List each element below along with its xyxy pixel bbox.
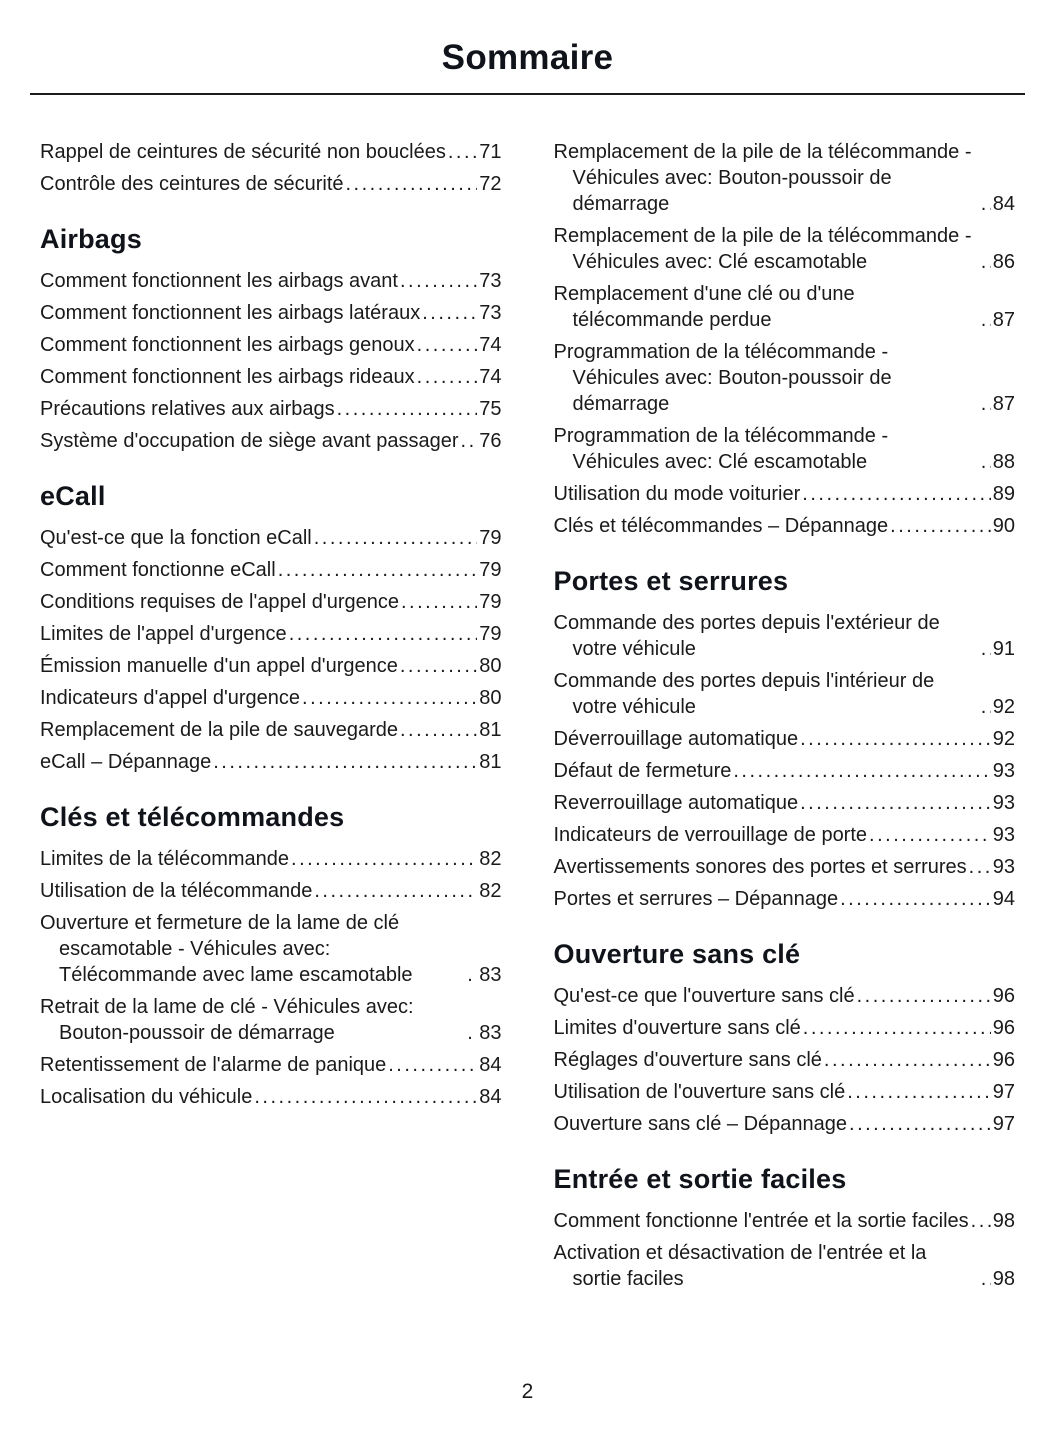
entry-label: Qu'est-ce que la fonction eCall xyxy=(40,527,312,549)
entry-page-number: 81 xyxy=(479,751,502,773)
toc-entry[interactable] xyxy=(40,525,502,551)
toc-entry[interactable] xyxy=(554,610,1016,662)
entry-label: Système d'occupation de siège avant passager xyxy=(40,430,459,452)
section-heading: Entrée et sortie faciles xyxy=(553,1164,847,1194)
dot-leader xyxy=(314,878,477,904)
entry-label: Remplacement d'une clé ou d'une télécommande perdue xyxy=(553,283,855,331)
entry-label: Comment fonctionnent les airbags avant xyxy=(40,270,398,292)
dot-leader xyxy=(388,1052,477,1078)
entry-page-number: 82 xyxy=(479,848,502,870)
dot-leader xyxy=(800,790,991,816)
dot-leader xyxy=(857,983,991,1009)
entry-label: Comment fonctionne l'entrée et la sortie faciles xyxy=(553,1210,969,1232)
entry-page-number: 89 xyxy=(992,483,1015,505)
dot-leader xyxy=(400,717,477,743)
entry-label: Rappel de ceintures de sécurité non bouclées xyxy=(40,141,446,163)
dot-leader xyxy=(291,846,477,872)
toc-entry[interactable] xyxy=(554,886,1016,912)
dot-leader xyxy=(417,364,478,390)
section-entries xyxy=(40,525,502,775)
toc-entry[interactable] xyxy=(40,139,502,165)
toc-entry[interactable] xyxy=(554,983,1016,1009)
section-entries xyxy=(554,610,1016,912)
entry-label: Remplacement de la pile de la télécommande - Véhicules avec: Clé escamotable xyxy=(553,225,972,273)
toc-entry[interactable] xyxy=(40,557,502,583)
toc-entry[interactable] xyxy=(554,1015,1016,1041)
dot-leader xyxy=(890,513,991,539)
entry-label: Limites d'ouverture sans clé xyxy=(553,1017,801,1039)
dot-leader xyxy=(824,1047,991,1073)
entry-page-number: 87 xyxy=(992,393,1015,415)
entry-label: Ouverture et fermeture de la lame de clé escamotable - Véhicules avec: Télécommande avec lame escamotable xyxy=(40,912,413,986)
toc-entry[interactable] xyxy=(554,1079,1016,1105)
section-entries xyxy=(40,846,502,1110)
entry-page-number: 75 xyxy=(479,398,502,420)
entry-page-number: 84 xyxy=(992,193,1015,215)
entry-page-number: 94 xyxy=(992,888,1015,910)
entry-page-number: 87 xyxy=(992,309,1015,331)
section-entries xyxy=(40,268,502,454)
entry-label: Comment fonctionne eCall xyxy=(40,559,276,581)
entry-page-number: 79 xyxy=(479,591,502,613)
toc-entry[interactable] xyxy=(554,822,1016,848)
entry-label: Commande des portes depuis l'intérieur de votre véhicule xyxy=(553,670,935,718)
toc-entry[interactable] xyxy=(554,139,1016,217)
toc-section xyxy=(554,566,1016,912)
toc-entry[interactable] xyxy=(40,717,502,743)
entry-label: Utilisation de la télécommande xyxy=(40,880,313,902)
dot-leader xyxy=(448,139,477,165)
entry-label: Limites de la télécommande xyxy=(40,848,290,870)
entry-label: Qu'est-ce que l'ouverture sans clé xyxy=(553,985,855,1007)
toc-entry[interactable] xyxy=(554,668,1016,720)
entry-page-number: 92 xyxy=(992,728,1015,750)
toc-section xyxy=(40,139,502,197)
toc-entry[interactable] xyxy=(40,268,502,294)
section-heading: eCall xyxy=(40,481,106,511)
dot-leader xyxy=(981,391,991,417)
toc-entry[interactable] xyxy=(40,653,502,679)
entry-label: Utilisation de l'ouverture sans clé xyxy=(553,1081,846,1103)
toc-section xyxy=(554,1164,1016,1292)
entry-page-number: 97 xyxy=(992,1113,1015,1135)
entry-label: Retrait de la lame de clé - Véhicules avec: Bouton-poussoir de démarrage xyxy=(40,996,414,1044)
entry-page-number: 84 xyxy=(479,1054,502,1076)
entry-page-number: 74 xyxy=(479,366,502,388)
dot-leader xyxy=(467,962,477,988)
dot-leader xyxy=(400,653,477,679)
dot-leader xyxy=(981,1266,991,1292)
section-heading: Airbags xyxy=(40,224,142,254)
entry-label: Utilisation du mode voiturier xyxy=(553,483,801,505)
dot-leader xyxy=(849,1111,991,1137)
page-footer xyxy=(0,1380,1055,1404)
entry-page-number: 71 xyxy=(479,141,502,163)
toc-column xyxy=(554,139,1016,1298)
dot-leader xyxy=(278,557,478,583)
entry-label: eCall – Dépannage xyxy=(40,751,212,773)
entry-page-number: 83 xyxy=(479,1022,502,1044)
entry-page-number: 90 xyxy=(992,515,1015,537)
dot-leader xyxy=(869,822,991,848)
entry-label: Activation et désactivation de l'entrée et la sortie faciles xyxy=(553,1242,927,1290)
entry-page-number: 76 xyxy=(479,430,502,452)
entry-page-number: 73 xyxy=(479,302,502,324)
toc-entry[interactable] xyxy=(554,223,1016,275)
page-number: 2 xyxy=(521,1380,534,1403)
toc-entry[interactable] xyxy=(40,1084,502,1110)
dot-leader xyxy=(314,525,478,551)
dot-leader xyxy=(401,589,477,615)
entry-page-number: 74 xyxy=(479,334,502,356)
entry-label: Commande des portes depuis l'extérieur de votre véhicule xyxy=(553,612,940,660)
page-header xyxy=(30,38,1025,95)
entry-label: Contrôle des ceintures de sécurité xyxy=(40,173,344,195)
toc-entry[interactable] xyxy=(554,513,1016,539)
dot-leader xyxy=(213,749,477,775)
toc-entry[interactable] xyxy=(40,364,502,390)
entry-label: Limites de l'appel d'urgence xyxy=(40,623,287,645)
dot-leader xyxy=(981,191,991,217)
entry-page-number: 88 xyxy=(992,451,1015,473)
dot-leader xyxy=(969,854,991,880)
entry-label: Indicateurs d'appel d'urgence xyxy=(40,687,301,709)
dot-leader xyxy=(802,481,990,507)
toc-section xyxy=(554,139,1016,539)
toc-entry[interactable] xyxy=(40,878,502,904)
toc-entry[interactable] xyxy=(554,854,1016,880)
toc-entry[interactable] xyxy=(40,300,502,326)
entry-label: Réglages d'ouverture sans clé xyxy=(553,1049,822,1071)
entry-label: Retentissement de l'alarme de panique xyxy=(40,1054,387,1076)
dot-leader xyxy=(981,694,991,720)
toc-entry[interactable] xyxy=(40,621,502,647)
toc-entry[interactable] xyxy=(40,685,502,711)
toc-entry[interactable] xyxy=(40,749,502,775)
entry-page-number: 98 xyxy=(992,1268,1015,1290)
dot-leader xyxy=(337,396,478,422)
dot-leader xyxy=(346,171,478,197)
toc-entry[interactable] xyxy=(554,423,1016,475)
toc-section xyxy=(40,481,502,775)
toc-entry[interactable] xyxy=(40,994,502,1046)
toc-entry[interactable] xyxy=(554,1208,1016,1234)
toc-entry[interactable] xyxy=(40,428,502,454)
section-entries xyxy=(40,139,502,197)
entry-page-number: 80 xyxy=(479,655,502,677)
entry-page-number: 81 xyxy=(479,719,502,741)
dot-leader xyxy=(803,1015,991,1041)
dot-leader xyxy=(302,685,477,711)
toc-entry[interactable] xyxy=(554,481,1016,507)
dot-leader xyxy=(981,449,991,475)
toc-entry[interactable] xyxy=(554,281,1016,333)
entry-label: Localisation du véhicule xyxy=(40,1086,253,1108)
entry-page-number: 97 xyxy=(992,1081,1015,1103)
entry-label: Comment fonctionnent les airbags latéraux xyxy=(40,302,421,324)
toc-entry[interactable] xyxy=(554,1240,1016,1292)
toc-entry[interactable] xyxy=(554,1111,1016,1137)
dot-leader xyxy=(254,1084,477,1110)
toc-section xyxy=(554,939,1016,1137)
toc-entry[interactable] xyxy=(554,758,1016,784)
entry-page-number: 83 xyxy=(479,964,502,986)
toc-columns xyxy=(0,139,1055,1298)
section-heading: Ouverture sans clé xyxy=(553,939,801,969)
toc-entry[interactable] xyxy=(554,1047,1016,1073)
entry-label: Comment fonctionnent les airbags rideaux xyxy=(40,366,415,388)
entry-page-number: 92 xyxy=(992,696,1015,718)
entry-page-number: 96 xyxy=(992,1049,1015,1071)
section-entries xyxy=(554,983,1016,1137)
entry-page-number: 79 xyxy=(479,559,502,581)
toc-entry[interactable] xyxy=(554,790,1016,816)
toc-entry[interactable] xyxy=(40,396,502,422)
entry-label: Portes et serrures – Dépannage xyxy=(553,888,839,910)
entry-page-number: 91 xyxy=(992,638,1015,660)
entry-page-number: 82 xyxy=(479,880,502,902)
entry-page-number: 93 xyxy=(992,824,1015,846)
dot-leader xyxy=(417,332,478,358)
entry-label: Clés et télécommandes – Dépannage xyxy=(553,515,889,537)
toc-entry[interactable] xyxy=(554,339,1016,417)
entry-label: Programmation de la télécommande - Véhicules avec: Clé escamotable xyxy=(553,425,889,473)
entry-label: Conditions requises de l'appel d'urgence xyxy=(40,591,399,613)
section-entries xyxy=(554,1208,1016,1292)
entry-label: Remplacement de la pile de sauvegarde xyxy=(40,719,398,741)
toc-entry[interactable] xyxy=(40,332,502,358)
entry-page-number: 98 xyxy=(992,1210,1015,1232)
entry-page-number: 79 xyxy=(479,623,502,645)
section-heading: Clés et télécommandes xyxy=(40,802,345,832)
entry-label: Déverrouillage automatique xyxy=(553,728,799,750)
section-entries xyxy=(554,139,1016,539)
entry-page-number: 86 xyxy=(992,251,1015,273)
entry-label: Remplacement de la pile de la télécommande - Véhicules avec: Bouton-poussoir de démarrage xyxy=(553,141,972,215)
entry-page-number: 93 xyxy=(992,760,1015,782)
entry-page-number: 96 xyxy=(992,985,1015,1007)
entry-label: Reverrouillage automatique xyxy=(553,792,799,814)
entry-label: Défaut de fermeture xyxy=(553,760,732,782)
section-heading: Portes et serrures xyxy=(553,566,789,596)
entry-label: Indicateurs de verrouillage de porte xyxy=(553,824,868,846)
toc-entry[interactable] xyxy=(40,589,502,615)
dot-leader xyxy=(840,886,991,912)
toc-entry[interactable] xyxy=(40,910,502,988)
toc-section xyxy=(40,224,502,454)
entry-label: Précautions relatives aux airbags xyxy=(40,398,335,420)
dot-leader xyxy=(467,1020,477,1046)
toc-entry[interactable] xyxy=(40,171,502,197)
entry-page-number: 93 xyxy=(992,856,1015,878)
toc-entry[interactable] xyxy=(40,846,502,872)
toc-section xyxy=(40,802,502,1110)
dot-leader xyxy=(981,307,991,333)
toc-column xyxy=(40,139,502,1298)
toc-entry[interactable] xyxy=(40,1052,502,1078)
dot-leader xyxy=(289,621,478,647)
entry-label: Émission manuelle d'un appel d'urgence xyxy=(40,655,398,677)
entry-page-number: 93 xyxy=(992,792,1015,814)
dot-leader xyxy=(981,249,991,275)
dot-leader xyxy=(847,1079,991,1105)
toc-entry[interactable] xyxy=(554,726,1016,752)
entry-page-number: 96 xyxy=(992,1017,1015,1039)
entry-label: Comment fonctionnent les airbags genoux xyxy=(40,334,415,356)
dot-leader xyxy=(971,1208,991,1234)
dot-leader xyxy=(400,268,477,294)
entry-label: Programmation de la télécommande - Véhicules avec: Bouton-poussoir de démarrage xyxy=(553,341,892,415)
dot-leader xyxy=(461,428,478,454)
page-title: Sommaire xyxy=(441,38,614,77)
entry-page-number: 84 xyxy=(479,1086,502,1108)
dot-leader xyxy=(422,300,477,326)
entry-page-number: 72 xyxy=(479,173,502,195)
entry-page-number: 79 xyxy=(479,527,502,549)
dot-leader xyxy=(981,636,991,662)
dot-leader xyxy=(733,758,990,784)
entry-page-number: 73 xyxy=(479,270,502,292)
entry-label: Ouverture sans clé – Dépannage xyxy=(553,1113,848,1135)
dot-leader xyxy=(800,726,991,752)
entry-page-number: 80 xyxy=(479,687,502,709)
entry-label: Avertissements sonores des portes et serrures xyxy=(553,856,967,878)
